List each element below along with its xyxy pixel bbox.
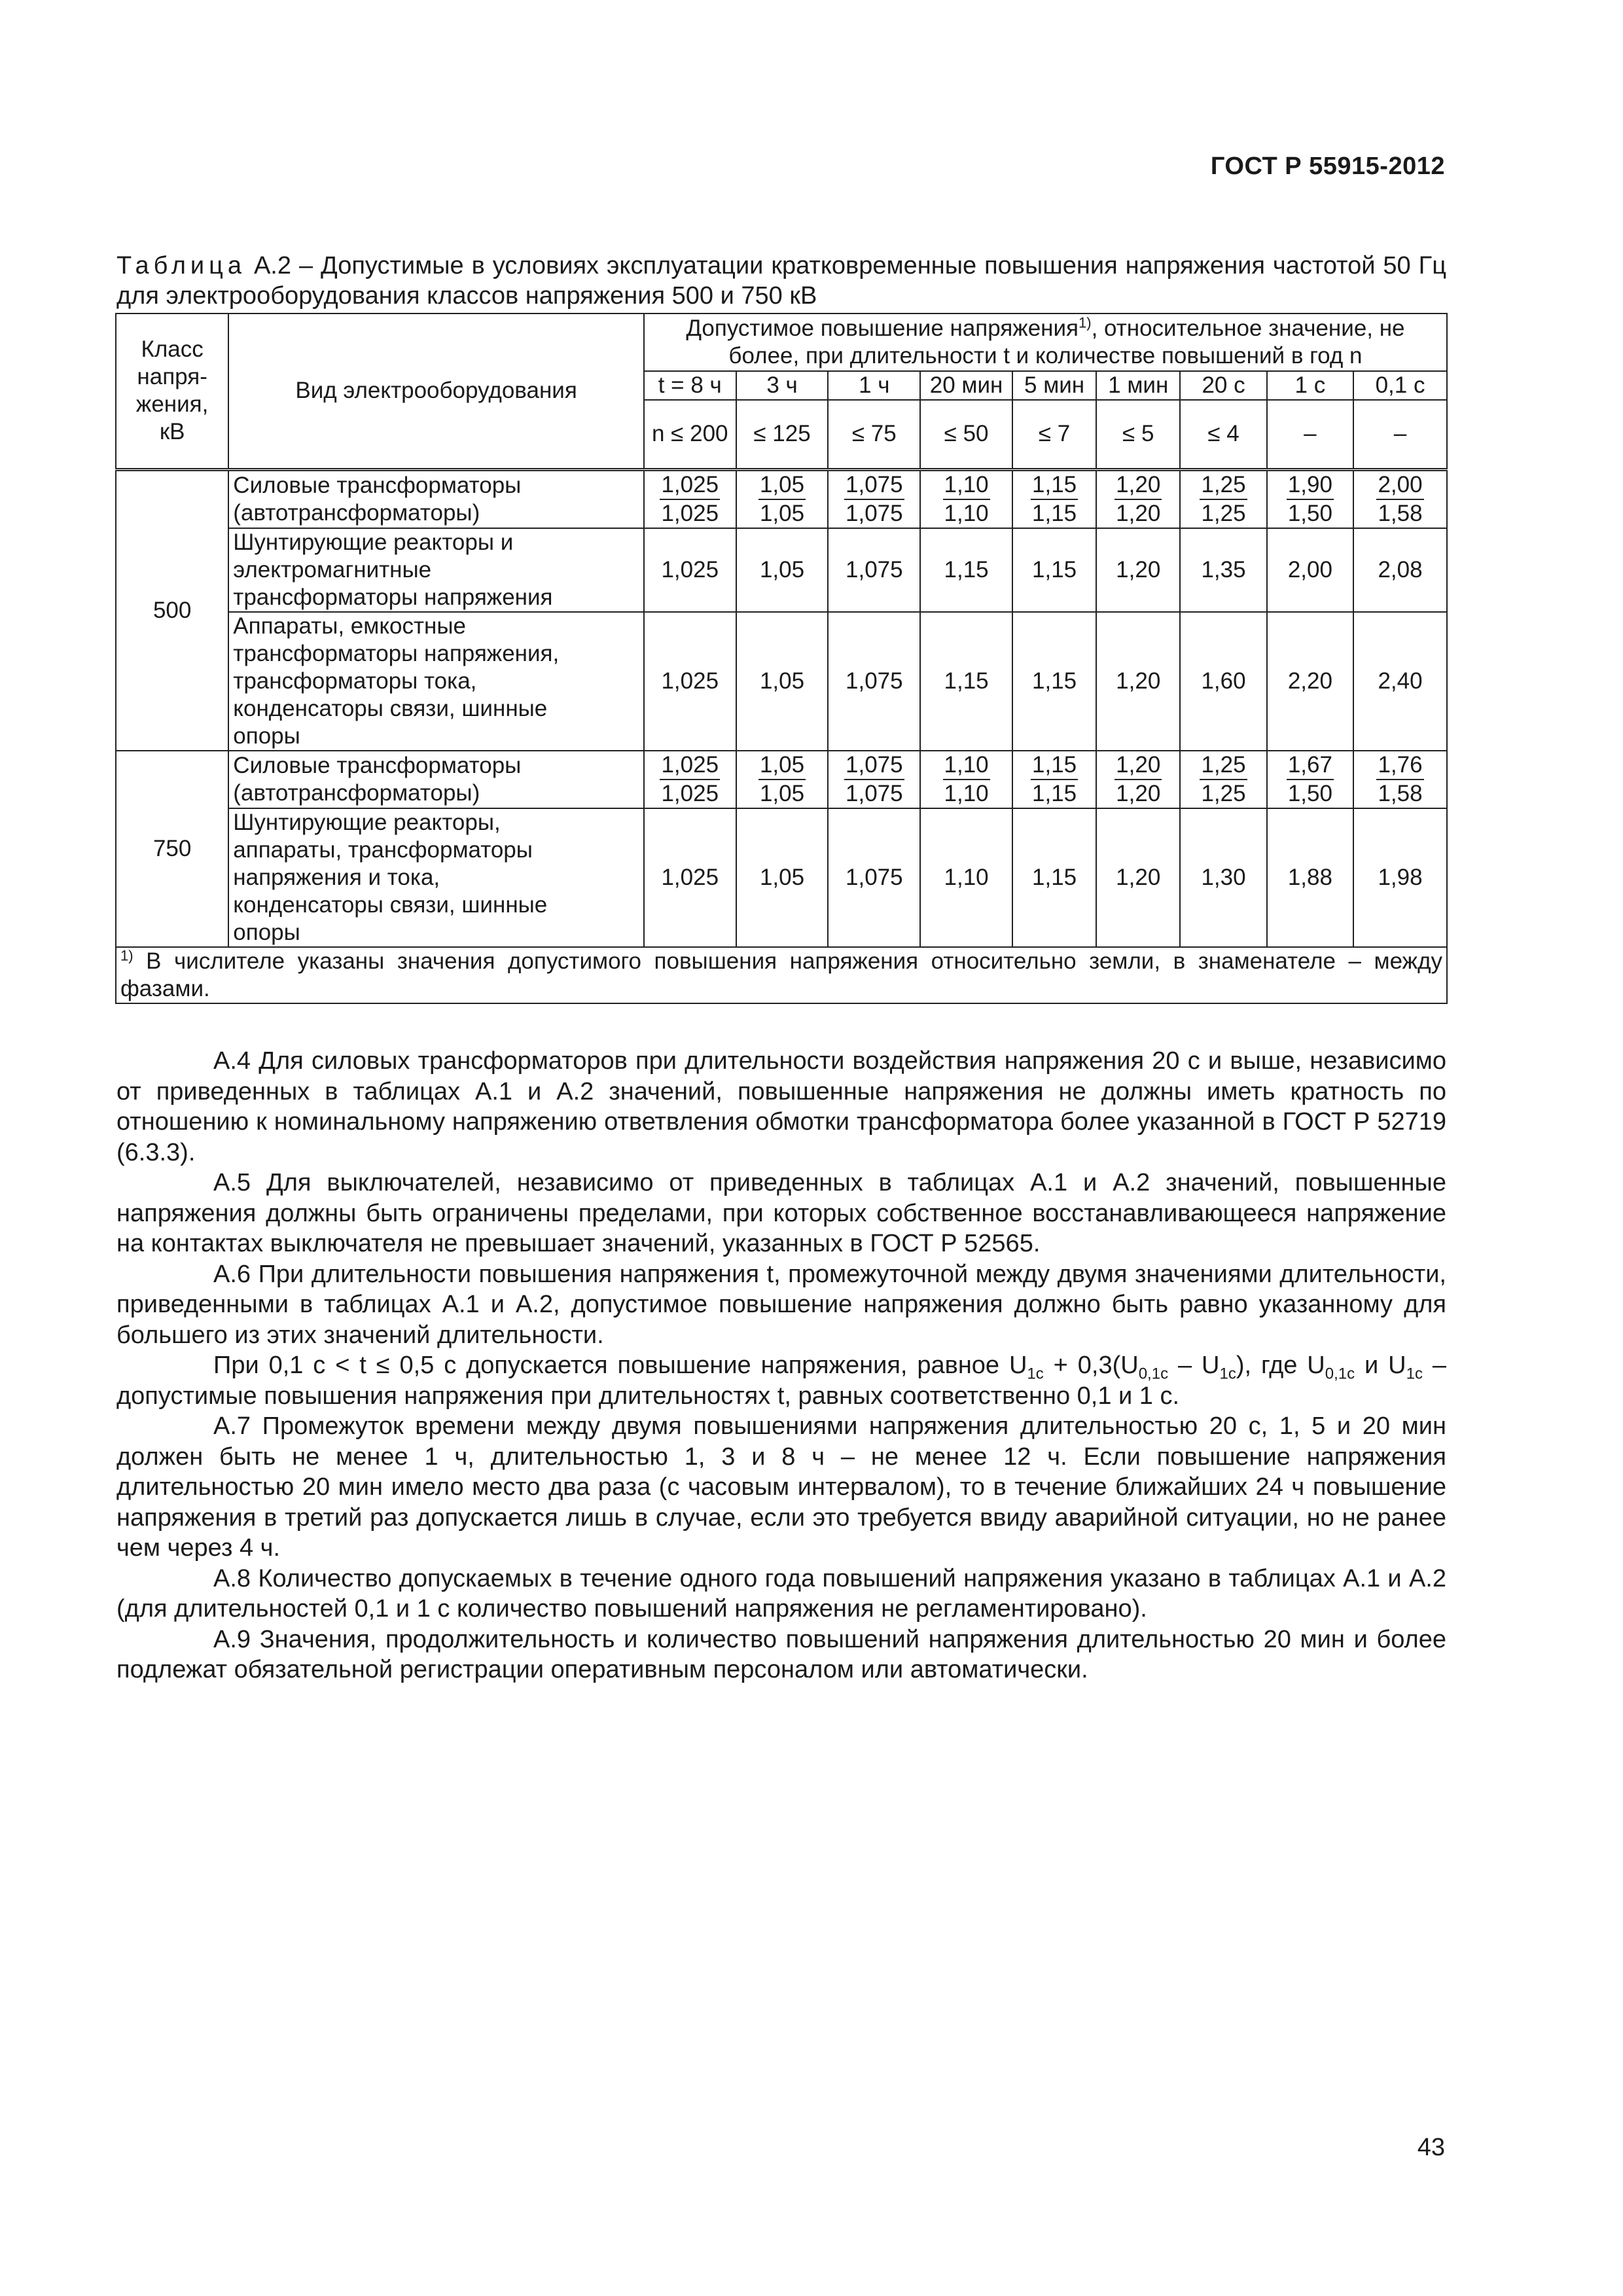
count-cell: ≤ 5 <box>1096 400 1180 469</box>
fraction-cell: $\frac{2,00}{1,58}$ <box>1353 469 1447 528</box>
value-cell: 2,20 <box>1267 612 1353 751</box>
header-group: Допустимое повышение напряжения$^{1)}$, относительное значение, не более, при длительности t и количестве повышений в год n <box>644 314 1447 371</box>
table-row <box>116 528 1447 612</box>
table-row <box>116 751 1447 808</box>
value-cell: 1,025 <box>644 528 736 612</box>
voltage-class-750: 750 <box>116 751 228 947</box>
value-cell: 1,05 <box>736 612 829 751</box>
equipment-type-cell: Силовые трансформаторы (автотрансформаторы) <box>228 751 644 808</box>
equipment-type-cell: Аппараты, емкостные трансформаторы напряжения, трансформаторы тока, конденсаторы связи, шинные опоры <box>228 612 644 751</box>
body-text <box>116 1046 1446 1685</box>
value-cell: 1,075 <box>828 612 920 751</box>
header-voltage-class: Класс напря- жения, кВ <box>116 314 228 469</box>
duration-cell: 1 ч <box>828 371 920 400</box>
value-cell: 1,30 <box>1180 808 1266 947</box>
value-cell: 1,05 <box>736 808 829 947</box>
paragraph-a9: А.9 Значения, продолжительность и количество повышений напряжения длительностью 20 мин и более подлежат обязательной регистрации оперативным персоналом или автоматически. <box>116 1625 1446 1683</box>
duration-cell: 1 мин <box>1096 371 1180 400</box>
fraction-cell: $\frac{1,15}{1,15}$ <box>1012 751 1096 808</box>
fraction-cell: $\frac{1,15}{1,15}$ <box>1012 469 1096 528</box>
header-equipment-type: Вид электрооборудования <box>228 314 644 469</box>
value-cell: 2,00 <box>1267 528 1353 612</box>
value-cell: 2,40 <box>1353 612 1447 751</box>
count-cell: ≤ 50 <box>920 400 1012 469</box>
value-cell: 1,88 <box>1267 808 1353 947</box>
table-row <box>116 808 1447 947</box>
table-footnote-row <box>116 947 1447 1003</box>
duration-cell: 20 с <box>1180 371 1266 400</box>
duration-cell: 5 мин <box>1012 371 1096 400</box>
fraction-cell: $\frac{1,76}{1,58}$ <box>1353 751 1447 808</box>
count-cell: n ≤ 200 <box>644 400 736 469</box>
count-cell: ≤ 125 <box>736 400 829 469</box>
value-cell: 1,35 <box>1180 528 1266 612</box>
fraction-cell: $\frac{1,10}{1,10}$ <box>920 751 1012 808</box>
fraction-cell: $\frac{1,90}{1,50}$ <box>1267 469 1353 528</box>
paragraph-a5: А.5 Для выключателей, независимо от приведенных в таблицах А.1 и А.2 значений, повышенные напряжения должны быть ограничены пределами, при которых собственное восстанавливающееся напряжение на контактах выключателя не превышает значений, указанных в ГОСТ Р 52565. <box>116 1169 1446 1257</box>
paragraph-a6-formula: При 0,1 с < t ≤ 0,5 с допускается повышение напряжения, равное $U_{1с} + 0,3(U_{0,1с} - U_{1с})$, где $U_{0,1с}$ и $U_{1с}$ – допустимые повышения напряжения при длительностях t, равных соответственно 0,1 и 1 с. <box>116 1352 1446 1410</box>
fraction-cell: $\frac{1,05}{1,05}$ <box>736 751 829 808</box>
value-cell: 1,15 <box>1012 528 1096 612</box>
value-cell: 1,075 <box>828 808 920 947</box>
count-cell: – <box>1267 400 1353 469</box>
count-cell: – <box>1353 400 1447 469</box>
paragraph-a8: А.8 Количество допускаемых в течение одного года повышений напряжения указано в таблицах А.1 и А.2 (для длительностей 0,1 и 1 с количество повышений напряжения не регламентировано). <box>116 1564 1446 1623</box>
equipment-type-cell: Силовые трансформаторы (автотрансформаторы) <box>228 469 644 528</box>
fraction-cell: $\frac{1,67}{1,50}$ <box>1267 751 1353 808</box>
fraction-cell: $\frac{1,20}{1,20}$ <box>1096 751 1180 808</box>
value-cell: 1,98 <box>1353 808 1447 947</box>
table-row <box>116 469 1447 528</box>
value-cell: 1,20 <box>1096 808 1180 947</box>
duration-cell: 3 ч <box>736 371 829 400</box>
paragraph-a4: А.4 Для силовых трансформаторов при длительности воздействия напряжения 20 с и выше, независимо от приведенных в таблицах А.1 и А.2 значений, повышенные напряжения не должны иметь кратность по отношению к номинальному напряжению ответвления обмотки трансформатора более указанной в ГОСТ Р 52719 (6.3.3). <box>116 1047 1446 1166</box>
value-cell: 1,075 <box>828 528 920 612</box>
value-cell: 1,05 <box>736 528 829 612</box>
count-cell: ≤ 7 <box>1012 400 1096 469</box>
voltage-class-500: 500 <box>116 469 228 751</box>
equipment-type-cell: Шунтирующие реакторы, аппараты, трансформаторы напряжения и тока, конденсаторы связи, шинные опоры <box>228 808 644 947</box>
fraction-cell: $\frac{1,20}{1,20}$ <box>1096 469 1180 528</box>
paragraph-a6: А.6 При длительности повышения напряжения t, промежуточной между двумя значениями длительности, приведенными в таблицах А.1 и А.2, допустимое повышение напряжения должно быть равно указанному для большего из этих значений длительности. <box>116 1260 1446 1349</box>
voltage-table <box>115 313 1448 1004</box>
value-cell: 1,15 <box>920 528 1012 612</box>
value-cell: 1,025 <box>644 612 736 751</box>
value-cell: 1,025 <box>644 808 736 947</box>
fraction-cell: $\frac{1,05}{1,05}$ <box>736 469 829 528</box>
fraction-cell: $\frac{1,075}{1,075}$ <box>828 469 920 528</box>
count-cell: ≤ 75 <box>828 400 920 469</box>
table-header-row <box>116 314 1447 371</box>
page-number: 43 <box>1417 2134 1445 2161</box>
fraction-cell: $\frac{1,25}{1,25}$ <box>1180 751 1266 808</box>
equipment-type-cell: Шунтирующие реакторы и электромагнитные трансформаторы напряжения <box>228 528 644 612</box>
duration-cell: t = 8 ч <box>644 371 736 400</box>
table-caption-label: Таблица <box>116 252 246 279</box>
value-cell: 1,15 <box>920 612 1012 751</box>
value-cell: 1,15 <box>1012 808 1096 947</box>
fraction-cell: $\frac{1,25}{1,25}$ <box>1180 469 1266 528</box>
duration-cell: 0,1 с <box>1353 371 1447 400</box>
fraction-cell: $\frac{1,075}{1,075}$ <box>828 751 920 808</box>
value-cell: 2,08 <box>1353 528 1447 612</box>
fraction-cell: $\frac{1,10}{1,10}$ <box>920 469 1012 528</box>
duration-cell: 1 с <box>1267 371 1353 400</box>
document-code: ГОСТ Р 55915-2012 <box>1210 152 1445 180</box>
paragraph-a7: А.7 Промежуток времени между двумя повышениями напряжения длительностью 20 с, 1, 5 и 20 мин должен быть не менее 1 ч, длительностью 1, 3 и 8 ч – не менее 12 ч. Если повышение напряжения длительностью 20 мин имело место два раза (с часовым интервалом), то в течение ближайших 24 ч повышение напряжения в третий раз допускается лишь в случае, если это требуется ввиду аварийной ситуации, но не ранее чем через 4 ч. <box>116 1412 1446 1562</box>
duration-cell: 20 мин <box>920 371 1012 400</box>
table-caption <box>116 251 1446 311</box>
table-footnote: $^{1)}$ В числителе указаны значения допустимого повышения напряжения относительно земли, в знаменателе – между фазами. <box>116 947 1447 1003</box>
count-cell: ≤ 4 <box>1180 400 1266 469</box>
table-row <box>116 612 1447 751</box>
fraction-cell: $\frac{1,025}{1,025}$ <box>644 469 736 528</box>
value-cell: 1,10 <box>920 808 1012 947</box>
value-cell: 1,20 <box>1096 528 1180 612</box>
value-cell: 1,15 <box>1012 612 1096 751</box>
value-cell: 1,20 <box>1096 612 1180 751</box>
value-cell: 1,60 <box>1180 612 1266 751</box>
fraction-cell: $\frac{1,025}{1,025}$ <box>644 751 736 808</box>
table-caption-text: А.2 – Допустимые в условиях эксплуатации кратковременные повышения напряжения частотой 50 Гц для электрооборудования классов напряжения 500 и 750 кВ <box>116 252 1446 310</box>
